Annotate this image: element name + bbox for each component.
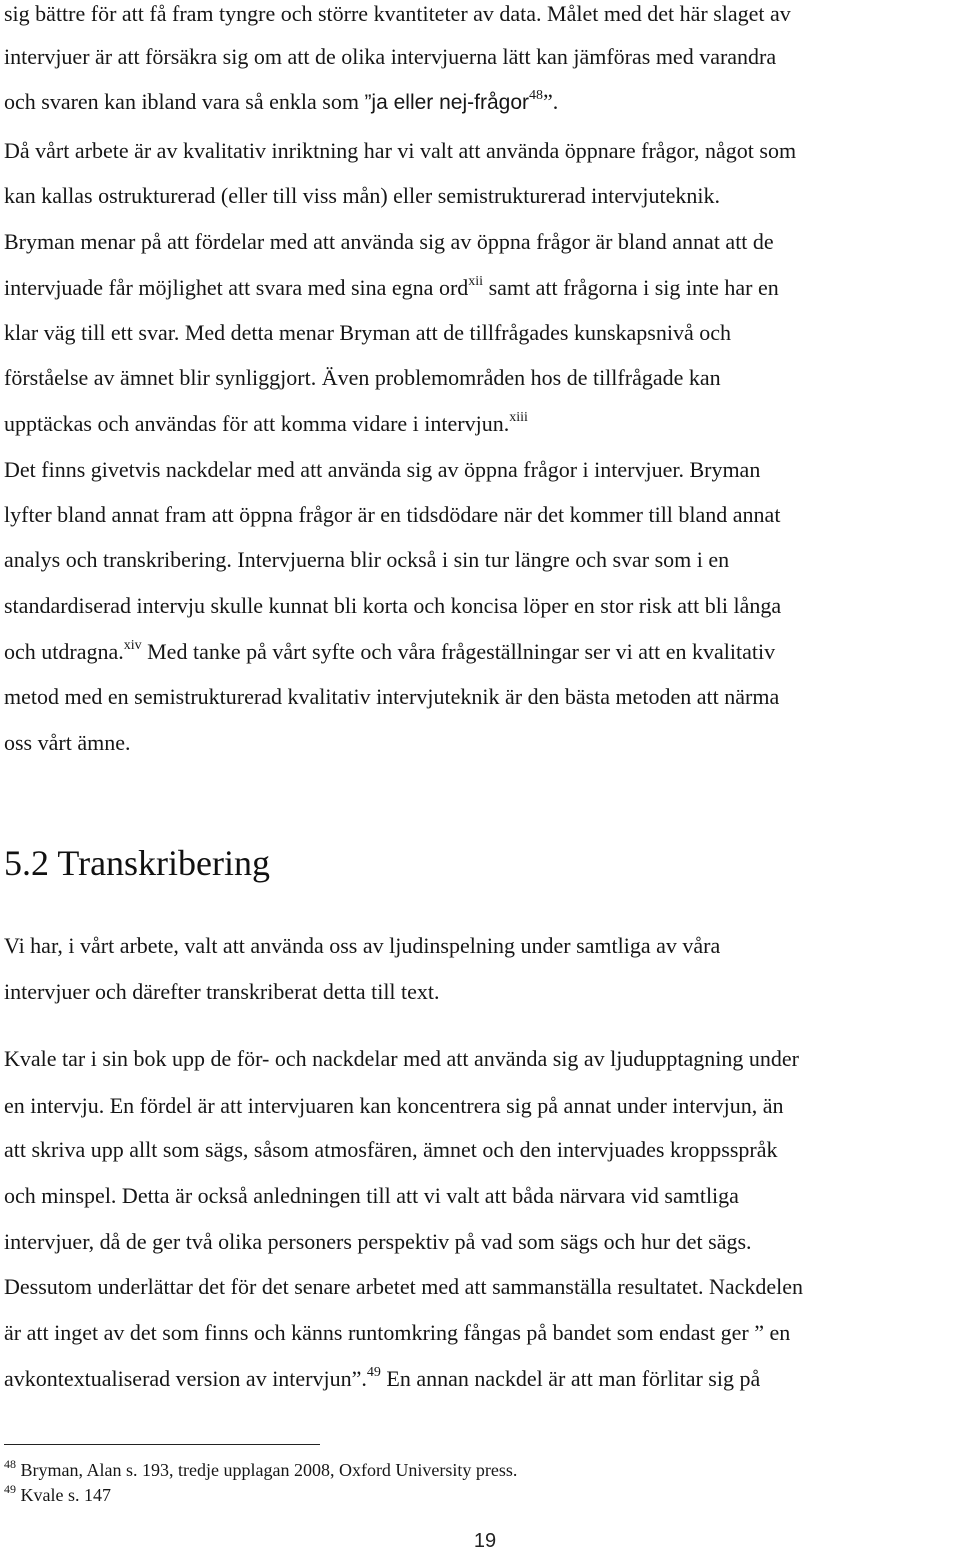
endnote-ref-xiv: xiv <box>123 638 142 653</box>
body-line-text: ”. <box>543 89 559 114</box>
footnote-separator <box>4 1444 320 1445</box>
endnote-ref-xii: xii <box>468 274 484 289</box>
body-line: Det finns givetvis nackdelar med att använda sig av öppna frågor i intervjuer. Bryman <box>4 457 761 482</box>
body-line-text: intervjuade får möjlighet att svara med sina egna ord <box>4 275 469 300</box>
body-line-text: upptäckas och användas för att komma vidare i intervjun. <box>4 411 510 436</box>
body-line-endnote-xii <box>4 275 779 305</box>
body-line: Då vårt arbete är av kvalitativ inriktning har vi valt att använda öppnare frågor, något som <box>4 138 797 163</box>
body-line-footnote-49 <box>4 1366 760 1396</box>
quoted-phrase: ”ja eller nej-frågor <box>364 91 530 114</box>
footnote-ref-49: 49 <box>366 1365 381 1380</box>
body-line: analys och transkribering. Intervjuerna blir också i sin tur längre och svar som i en <box>4 547 730 572</box>
body-line-text: och utdragna. <box>4 639 124 664</box>
body-line: och minspel. Detta är också anledningen till att vi valt att båda närvara vid samtliga <box>4 1183 739 1208</box>
body-line-text: och svaren kan ibland vara så enkla som <box>4 89 365 114</box>
footnote-ref-48: 48 <box>529 88 544 103</box>
body-line: lyfter bland annat fram att öppna frågor är en tidsdödare när det kommer till bland annat <box>4 502 781 527</box>
body-line-text: Med tanke på vårt syfte och våra frågeställningar ser vi att en kvalitativ <box>141 639 776 664</box>
footnote-number: 49 <box>4 1482 16 1496</box>
body-line: intervjuer är att försäkra sig om att de olika intervjuerna lätt kan jämföras med varandra <box>4 44 777 69</box>
footnote-text: Kvale s. 147 <box>16 1485 111 1505</box>
body-line-text: samt att frågorna i sig inte har en <box>483 275 779 300</box>
body-line: klar väg till ett svar. Med detta menar Bryman att de tillfrågades kunskapsnivå och <box>4 320 732 345</box>
body-line: kan kallas ostrukturerad (eller till viss mån) eller semistrukturerad intervjuteknik. <box>4 183 721 208</box>
body-line: oss vårt ämne. <box>4 730 131 755</box>
body-line: Kvale tar i sin bok upp de för- och nackdelar med att använda sig av ljudupptagning under <box>4 1046 799 1071</box>
body-line-text: En annan nackdel är att man förlitar sig på <box>380 1366 761 1391</box>
body-line: metod med en semistrukturerad kvalitativ intervjuteknik är den bästa metoden att närma <box>4 684 780 709</box>
footnote-text: Bryman, Alan s. 193, tredje upplagan 2008, Oxford University press. <box>16 1460 518 1480</box>
page-number: 19 <box>473 1530 497 1552</box>
body-line: förståelse av ämnet blir synliggjort. Även problemområden hos de tillfrågade kan <box>4 365 721 390</box>
footnote-49 <box>4 1484 111 1508</box>
body-line-footnote-48 <box>4 89 558 119</box>
body-line-endnote-xiv <box>4 639 775 669</box>
body-line-text: avkontextualiserad version av intervjun”. <box>4 1366 367 1391</box>
endnote-ref-xiii: xiii <box>509 410 528 425</box>
body-line: att skriva upp allt som sägs, såsom atmosfären, ämnet och den intervjuades kroppsspråk <box>4 1137 778 1162</box>
body-line-endnote-xiii <box>4 411 528 441</box>
footnote-number: 48 <box>4 1457 16 1471</box>
body-line: sig bättre för att få fram tyngre och större kvantiteter av data. Målet med det här slaget av <box>4 1 791 26</box>
section-heading: 5.2 Transkribering <box>4 843 271 883</box>
body-line: standardiserad intervju skulle kunnat bli korta och koncisa löper en stor risk att bli långa <box>4 593 782 618</box>
body-line: Bryman menar på att fördelar med att använda sig av öppna frågor är bland annat att de <box>4 229 774 254</box>
footnote-48 <box>4 1459 517 1483</box>
body-line: Vi har, i vårt arbete, valt att använda oss av ljudinspelning under samtliga av våra <box>4 933 721 958</box>
body-line: intervjuer, då de ger två olika personers perspektiv på vad som sägs och hur det sägs. <box>4 1229 752 1254</box>
body-line: en intervju. En fördel är att intervjuaren kan koncentrera sig på annat under intervjun, än <box>4 1093 784 1118</box>
body-line: intervjuer och därefter transkriberat detta till text. <box>4 979 440 1004</box>
body-line: Dessutom underlättar det för det senare arbetet med att sammanställa resultatet. Nackdelen <box>4 1274 804 1299</box>
body-line: är att inget av det som finns och känns runtomkring fångas på bandet som endast ger ” en <box>4 1320 791 1345</box>
